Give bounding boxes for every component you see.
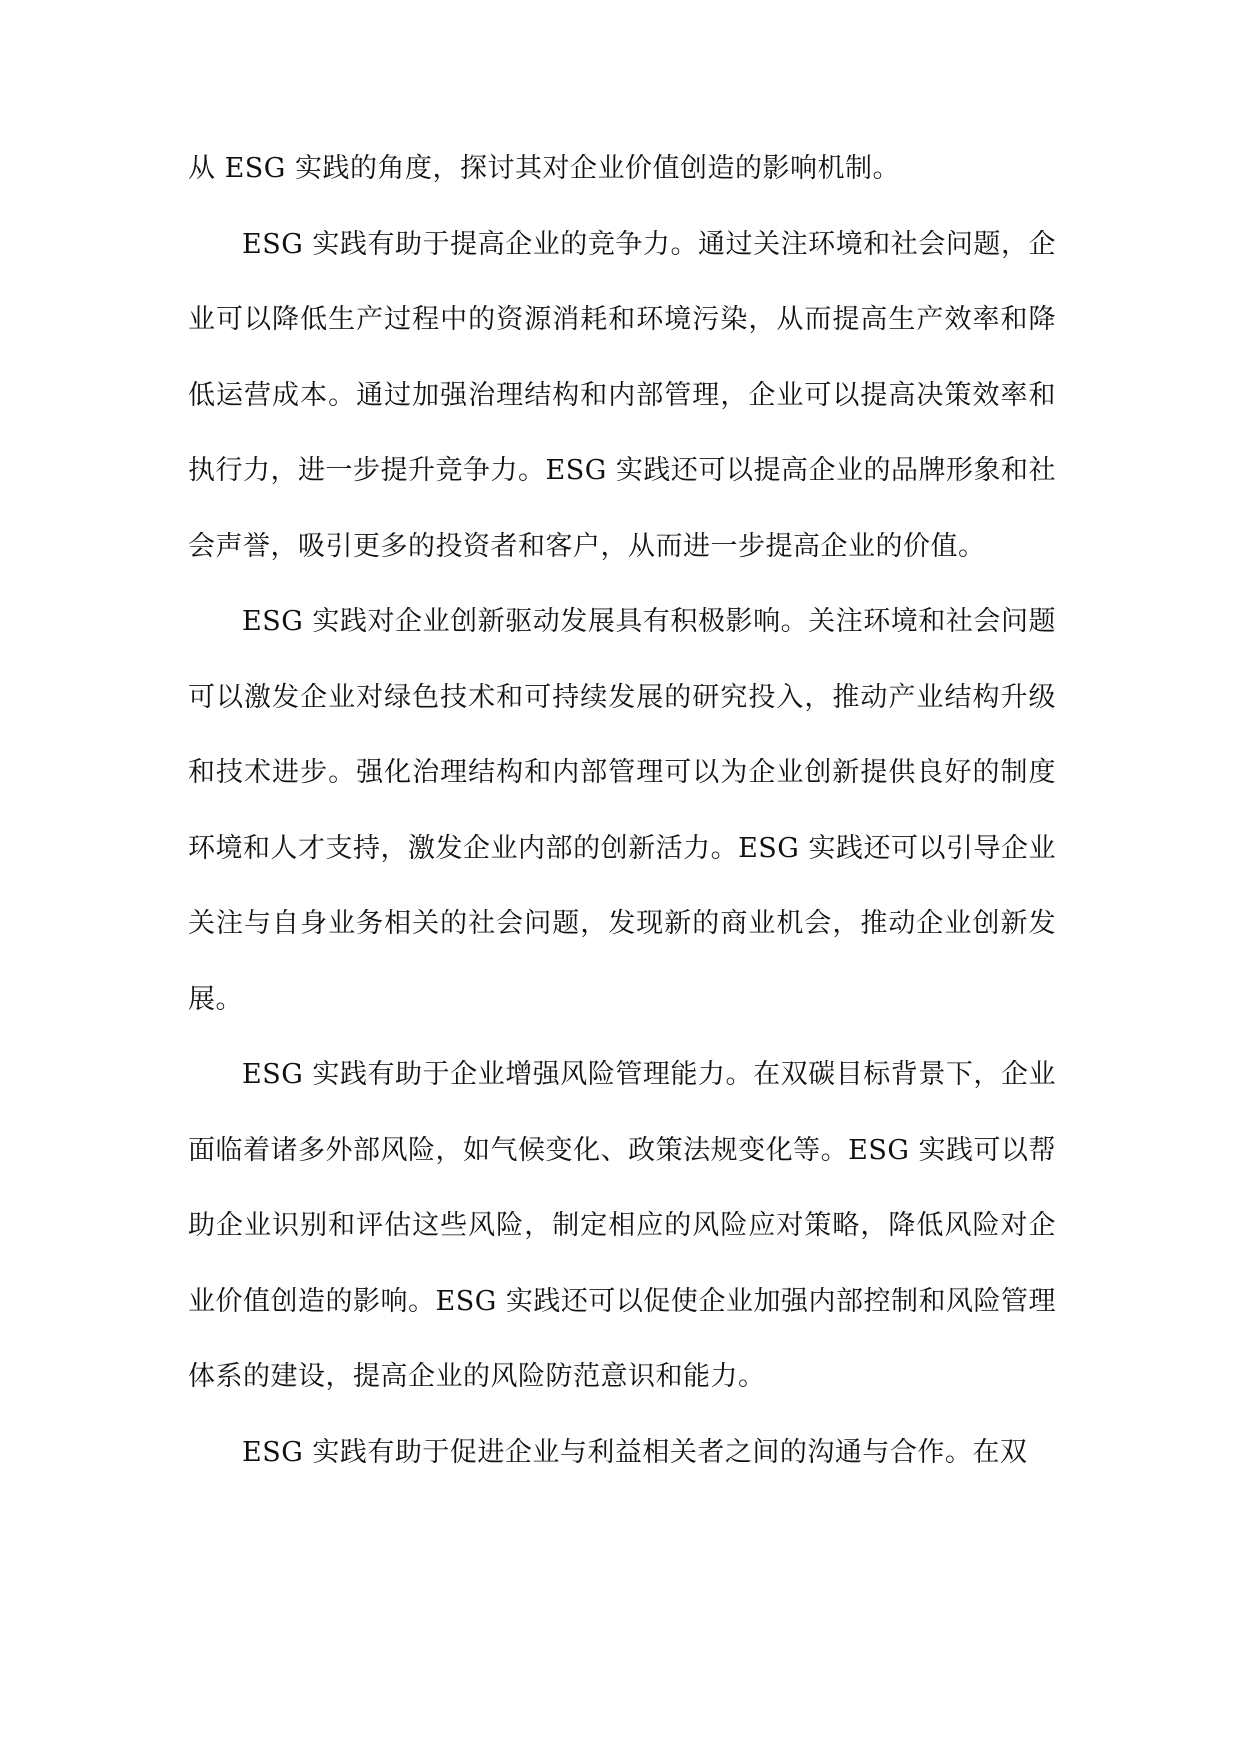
paragraph-2: ESG 实践有助于提高企业的竞争力。通过关注环境和社会问题，企业可以降低生产过程中的资源消耗和环境污染，从而提高生产效率和降低运营成本。通过加强治理结构和内部管理，企业可以提高决策效率和执行力，进一步提升竞争力。ESG 实践还可以提高企业的品牌形象和社会声誉，吸引更多的投资者和客户，从而进一步提高企业的价值。 — [188, 228, 1056, 562]
paragraph-1: 从 ESG 实践的角度，探讨其对企业价值创造的影响机制。 — [188, 153, 900, 184]
paragraph-5: ESG 实践有助于促进企业与利益相关者之间的沟通与合作。在双 — [242, 1436, 1028, 1468]
paragraph-4: ESG 实践有助于企业增强风险管理能力。在双碳目标背景下，企业面临着诸多外部风险，如气候变化、政策法规变化等。ESG 实践可以帮助企业识别和评估这些风险，制定相应的风险应对策略，降低风险对企业价值创造的影响。ESG 实践还可以促使企业加强内部控制和风险管理体系的建设，提高企业的风险防范意识和能力。 — [188, 1059, 1056, 1392]
document-body — [188, 131, 1056, 1490]
paragraph-3: ESG 实践对企业创新驱动发展具有积极影响。关注环境和社会问题可以激发企业对绿色技术和可持续发展的研究投入，推动产业结构升级和技术进步。强化治理结构和内部管理可以为企业创新提供良好的制度环境和人才支持，激发企业内部的创新活力。ESG 实践还可以引导企业关注与自身业务相关的社会问题，发现新的商业机会，推动企业创新发展。 — [188, 606, 1056, 1015]
